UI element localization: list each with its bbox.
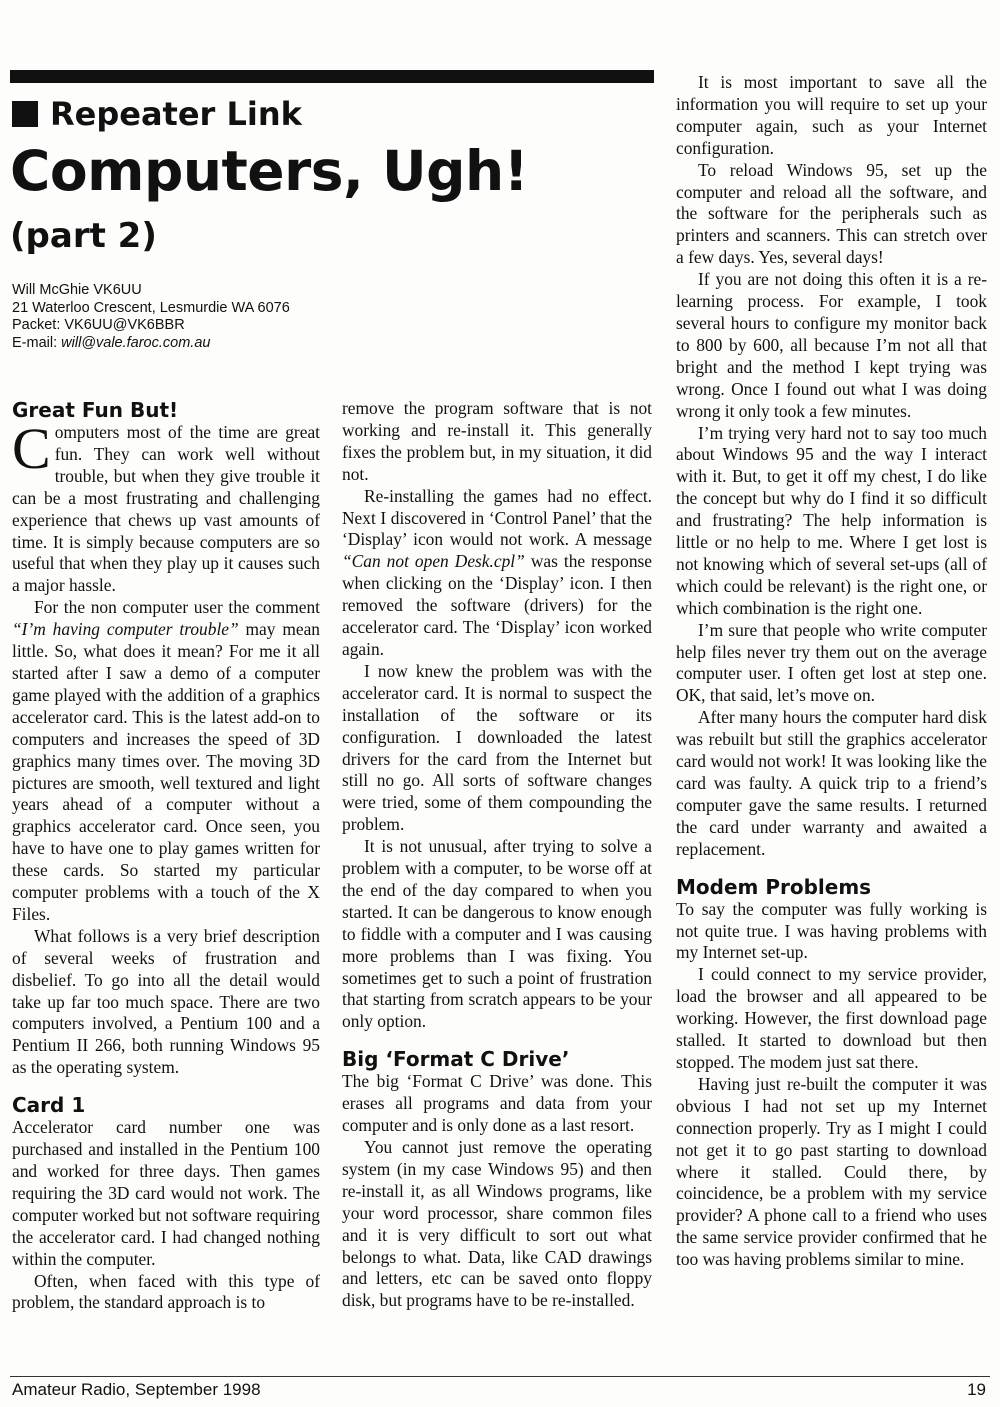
header-rule (10, 70, 654, 83)
section-label (12, 96, 302, 132)
paragraph: What follows is a very brief description of several weeks of frustration and disbelief. To go into all the detail would take up far too much space. There are two computers involved, a Pentium 100 and a Pentium II 266, both running Windows 95 as the operating system. (12, 925, 320, 1078)
paragraph: To say the computer was fully working is not quite true. I was having problems with my Internet set-up. (676, 898, 987, 963)
paragraph (12, 597, 320, 926)
heading-modem-problems: Modem Problems (676, 874, 872, 899)
paragraph: I now knew the problem was with the accelerator card. It is normal to suspect the installation of the software or its configuration. I downloaded the latest drivers for the card from the Internet but still no go. All sorts of software changes were tried, some of them compounding the problem. (342, 660, 652, 835)
paragraph: After many hours the computer hard disk was rebuilt but still the graphics accelerator card would not work! It was looking like the card was faulty. A quick trip to a friend’s computer gave the same results. I returned the card under warranty and awaited a replacement. (676, 707, 987, 859)
paragraph: The big ‘Format C Drive’ was done. This erases all programs and data from your computer and is only done as a last resort. (342, 1071, 652, 1136)
paragraph: Accelerator card number one was purchased and installed in the Pentium 100 and worked for three days. Then games requiring the 3D card would not work. The computer worked but not software requiring the accelerator card. I had changed nothing within the computer. (12, 1117, 320, 1269)
quote-text: “I’m having computer trouble” (12, 619, 239, 640)
article-title: Computers, Ugh! (10, 139, 529, 203)
author-email: will@vale.faroc.com.au (61, 334, 211, 351)
author-name: Will McGhie VK6UU (12, 282, 142, 298)
paragraph-text: may mean little. So, what does it mean? For me it all started after I saw a demo of a computer game played with the addition of a graphics accelerator card. This is the latest add-on to computers and increases the speed of 3D graphics many times over. The moving 3D pictures are smooth, well textured and light years ahead of a computer without a graphics accelerator card. Once seen, you have to have one to play games written for these cards. So started my particular computer problems with a touch of the X Files. (12, 619, 320, 924)
author-packet: Packet: VK6UU@VK6BBR (12, 317, 185, 333)
paragraph: You cannot just remove the operating system (in my case Windows 95) and then re-install it, as all Windows programs, like your word processor, share common files and it is very difficult to sort out what belongs to what. Data, like CAD drawings and letters, etc can be saved onto floppy disk, but programs have to be re-installed. (342, 1137, 652, 1311)
author-email-line (12, 335, 290, 353)
square-bullet-icon (12, 101, 38, 127)
footer-publication: Amateur Radio, September 1998 (12, 1380, 261, 1399)
paragraph: I’m trying very hard not to say too much about Windows 95 and the way I interact with it. But, to get it off my chest, I do like the concept but why do I find it so difficult and frustrating? The help information is little or no help to me. Where I get lost is not knowing which of several set-ups (all of which could be relevant) is the right one, or which combination is the right one. (676, 422, 987, 618)
paragraph: If you are not doing this often it is a re-learning process. For example, I took several hours to configure my monitor back to 800 by 600, all because I’m not all that bright and the method I kept trying was wrong. Once I found out what I was doing wrong it only took a few minutes. (676, 269, 987, 421)
paragraph: Often, when faced with this type of problem, the standard approach is to (12, 1270, 320, 1313)
column-2 (342, 398, 652, 1312)
paragraph: It is not unusual, after trying to solve a problem with a computer, to be worse off at the end of the day compared to when you started. It can be dangerous to know enough to fiddle with a computer and I was causing more problems than I was fixing. You sometimes get to such a point of frustration that starting from scratch appears to be your only option. (342, 836, 652, 1032)
author-address: 21 Waterloo Crescent, Lesmurdie WA 6076 (12, 299, 290, 316)
heading-card-1: Card 1 (12, 1093, 86, 1118)
paragraph: It is most important to save all the information you will require to set up your computer again, such as your Internet configuration. (676, 72, 987, 158)
paragraph-text: Re-installing the games had no effect. Next I discovered in ‘Control Panel’ that the ‘Display’ icon would not work. A message (342, 485, 652, 550)
paragraph-text: was the response when clicking on the ‘Display’ icon. I then removed the software (drivers) for the accelerator card. The ‘Display’ icon worked again. (342, 551, 653, 659)
author-block (12, 282, 290, 352)
drop-cap: C (12, 416, 51, 481)
author-email-label: E-mail: (12, 334, 62, 351)
paragraph: remove the program software that is not working and re-install it. This generally fixes the problem but, in my situation, it did not. (342, 398, 652, 484)
paragraph: I could connect to my service provider, load the browser and all appeared to be working. However, the first download page stalled. It started to download but then stopped. The modem just sat there. (676, 964, 987, 1072)
paragraph-text: For the non computer user the comment (34, 597, 320, 618)
paragraph: I’m sure that people who write computer help files never try them out on the average computer user. I often get lost at step one. OK, that said, let’s move on. (676, 619, 987, 706)
paragraph: Having just re-built the computer it was obvious I had not set up my Internet connection properly. Try as I might I could not get it to go past starting to download where it stalled. Could there, by coincidence, be a problem with my service provider? A phone call to a friend who uses the same service provider confirmed that he too was having problems similar to mine. (676, 1073, 987, 1270)
paragraph (12, 416, 320, 597)
heading-great-fun: Great Fun But! (12, 398, 179, 422)
column-1 (12, 398, 320, 1314)
paragraph-text: omputers most of the time are great fun. They can work well without trouble, but when they give trouble it can be a most frustrating and challenging experience that chews up vast amounts of time. It is simply because computers are so useful that when they play up it causes such a major hassle. (12, 422, 320, 596)
quote-text: “Can not open Desk.cpl” (342, 551, 525, 572)
heading-format-c-drive: Big ‘Format C Drive’ (342, 1047, 570, 1072)
page-number: 19 (967, 1380, 986, 1399)
footer-rule (10, 1376, 990, 1377)
paragraph: To reload Windows 95, set up the computer and reload all the software, and the software for the peripherals such as printers and scanners. This can stretch over a few days. Yes, several days! (676, 159, 987, 268)
section-label-text: Repeater Link (50, 95, 302, 133)
article-subtitle: (part 2) (10, 216, 157, 256)
column-3 (676, 72, 987, 1271)
paragraph (342, 486, 652, 661)
